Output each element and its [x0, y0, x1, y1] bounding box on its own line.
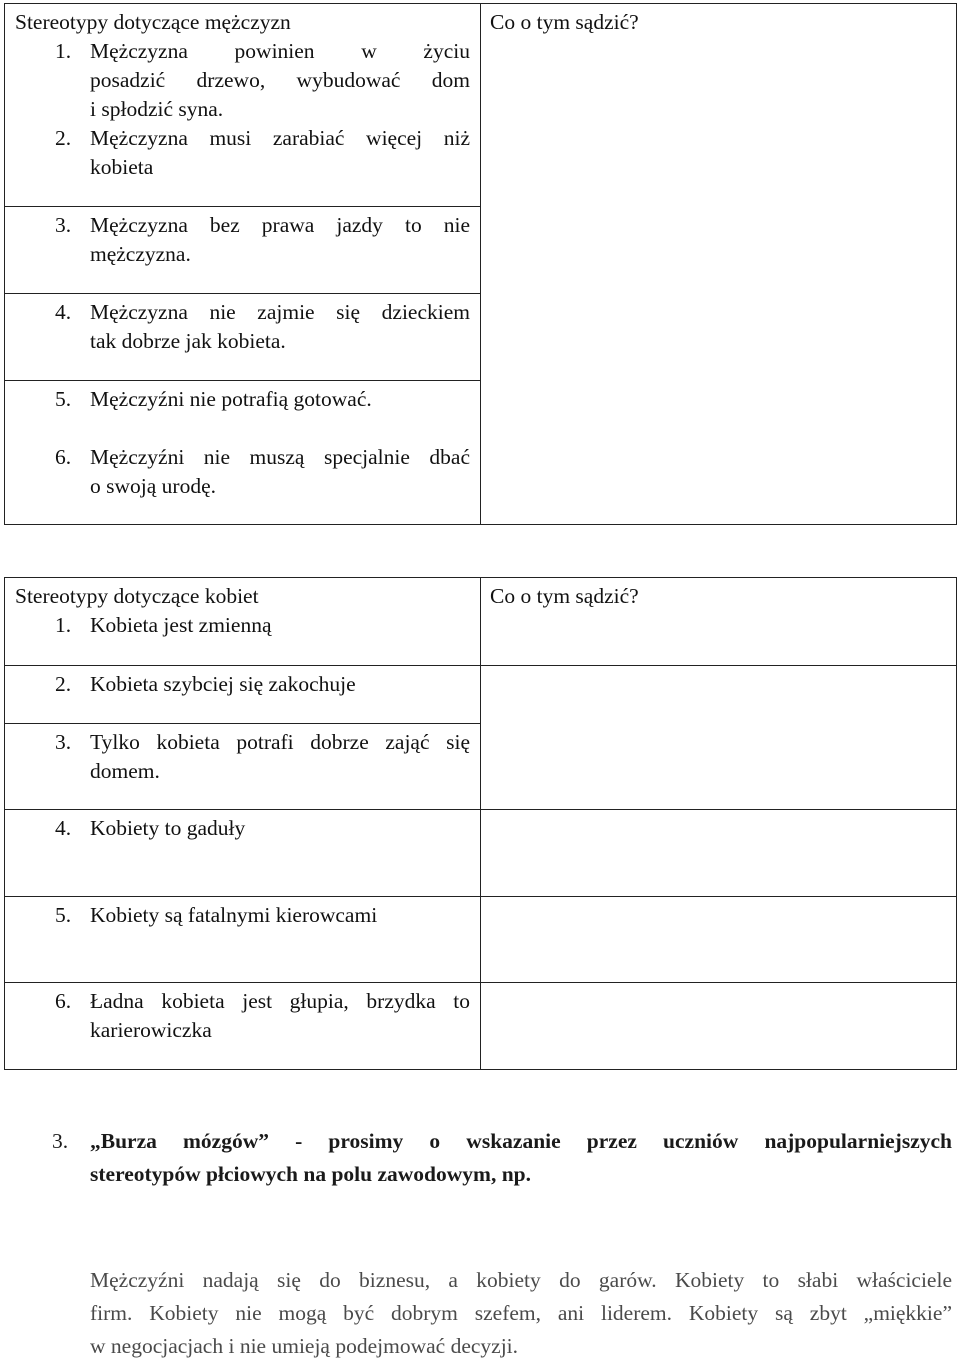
item-text-line: posadzić drzewo, wybudować dom [90, 68, 470, 92]
men-item-3 [5, 207, 480, 269]
item-number: 4. [55, 816, 72, 840]
example-line: w negocjacjach i nie umieją podejmować decyzji. [90, 1334, 519, 1358]
item-text-line: Ładna kobieta jest głupia, brzydka to [90, 989, 470, 1013]
section-number: 3. [52, 1129, 69, 1153]
women-comments-cell-3[interactable] [481, 810, 957, 897]
women-item-3 [5, 724, 480, 786]
section-heading-line: „Burza mózgów” - prosimy o wskazanie przez uczniów najpopularniejszych [90, 1129, 952, 1153]
women-comments-cell-2[interactable] [481, 666, 957, 810]
brainstorm-section-heading [52, 1125, 952, 1191]
item-text-line: Tylko kobieta potrafi dobrze zająć się [90, 730, 470, 754]
men-item-2 [5, 124, 480, 182]
men-stereotypes-cell-2 [5, 207, 481, 294]
men-comments-cell[interactable] [481, 4, 957, 525]
item-text-line: Mężczyzna bez prawa jazdy to nie [90, 213, 470, 237]
men-stereotypes-table [4, 3, 957, 525]
example-line: Mężczyźni nadają się do biznesu, a kobiety do garów. Kobiety to słabi właściciele [90, 1268, 952, 1292]
item-number: 3. [55, 213, 72, 237]
men-stereotypes-cell-4 [5, 381, 481, 525]
women-comments-cell-4[interactable] [481, 897, 957, 983]
women-item-5 [5, 897, 480, 930]
item-text-line: kobieta [90, 155, 154, 179]
item-number: 5. [55, 903, 72, 927]
example-line: firm. Kobiety nie mogą być dobrym szefem, ani liderem. Kobiety są zbyt „miękkie” [90, 1301, 952, 1325]
men-stereotypes-cell-3 [5, 294, 481, 381]
women-stereotypes-cell-1 [5, 578, 481, 666]
item-text-line: Mężczyzna powinien w życiu [90, 39, 470, 63]
item-number: 6. [55, 445, 72, 469]
item-text-line: karierowiczka [90, 1018, 212, 1042]
item-text-line: i spłodzić syna. [90, 97, 224, 121]
women-stereotypes-cell-5 [5, 897, 481, 983]
men-item-4 [5, 294, 480, 356]
item-number: 5. [55, 387, 72, 411]
item-number: 6. [55, 989, 72, 1013]
women-item-4 [5, 810, 480, 843]
item-text-line: Kobieta szybciej się zakochuje [90, 672, 356, 696]
women-stereotypes-table [4, 577, 957, 1070]
stereotype-examples-paragraph [90, 1264, 952, 1363]
item-text-line: Kobiety to gaduły [90, 816, 246, 840]
women-item-6 [5, 983, 480, 1045]
women-item-1 [5, 611, 480, 640]
women-stereotypes-cell-3 [5, 724, 481, 810]
men-item-5 [5, 381, 480, 414]
item-number: 2. [55, 126, 72, 150]
item-text-line: Mężczyzna musi zarabiać więcej niż [90, 126, 470, 150]
item-text-line: domem. [90, 759, 160, 783]
item-text-line: mężczyzna. [90, 242, 191, 266]
item-number: 4. [55, 300, 72, 324]
item-number: 2. [55, 672, 72, 696]
men-table-header: Stereotypy dotyczące mężczyzn [15, 10, 291, 34]
women-comments-cell-5[interactable] [481, 983, 957, 1070]
item-number: 1. [55, 39, 72, 63]
item-text-line: Kobieta jest zmienną [90, 613, 272, 637]
item-text-line: Mężczyźni nie muszą specjalnie dbać [90, 445, 470, 469]
men-item-1 [5, 37, 480, 124]
women-item-2 [5, 666, 480, 699]
women-comments-cell-1[interactable] [481, 578, 957, 666]
item-text-line: Mężczyźni nie potrafią gotować. [90, 387, 372, 411]
men-item-6 [5, 414, 480, 501]
item-text-line: Mężczyzna nie zajmie się dzieckiem [90, 300, 470, 324]
item-number: 3. [55, 730, 72, 754]
women-comments-header: Co o tym sądzić? [490, 584, 639, 608]
section-heading-line: stereotypów płciowych na polu zawodowym, np. [90, 1162, 531, 1186]
women-stereotypes-cell-2 [5, 666, 481, 724]
item-text-line: o swoją urodę. [90, 474, 216, 498]
item-text-line: tak dobrze jak kobieta. [90, 329, 286, 353]
women-stereotypes-cell-6 [5, 983, 481, 1070]
item-text-line: Kobiety są fatalnymi kierowcami [90, 903, 378, 927]
item-number: 1. [55, 613, 72, 637]
women-table-header: Stereotypy dotyczące kobiet [15, 584, 259, 608]
men-comments-header: Co o tym sądzić? [490, 10, 639, 34]
men-stereotypes-cell-1 [5, 4, 481, 207]
women-stereotypes-cell-4 [5, 810, 481, 897]
